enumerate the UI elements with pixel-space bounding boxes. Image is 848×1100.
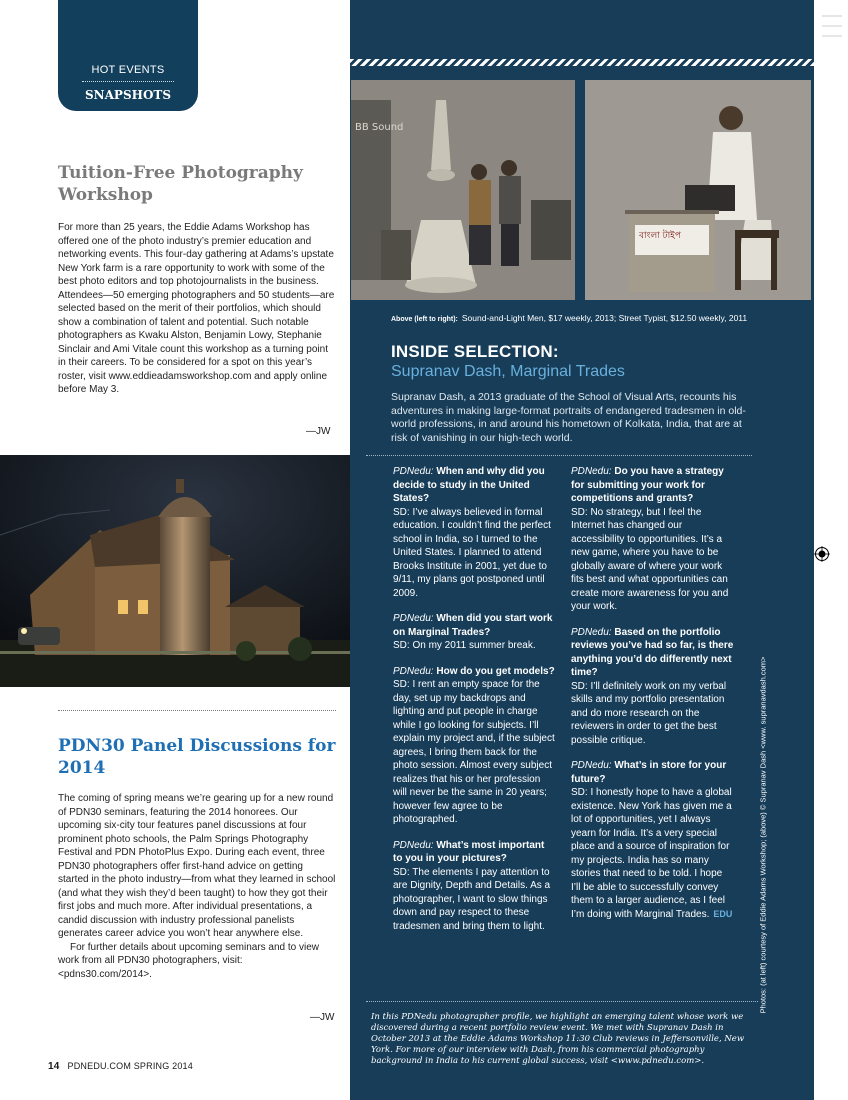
qa-column-right bbox=[571, 465, 734, 933]
inside-subheading: Supranav Dash, Marginal Trades bbox=[391, 363, 625, 380]
decorative-stripe bbox=[350, 59, 814, 66]
qa-item bbox=[393, 839, 556, 934]
qa-answer: SD: No strategy, but I feel the Internet has changed our accessibility to opportunities. It’s a new game, where you have to be globally aware of where your work fits best and what opportunities can create more awareness for you and your work. bbox=[571, 506, 729, 612]
qa-prefix: PDNedu: bbox=[393, 466, 434, 477]
photo-credit-text: Photos: (at left) courtesy of Eddie Adams Workshop; (above) © Supranav Dash <www. supranavdash.com> bbox=[758, 656, 768, 1014]
article2-paragraph-2: For further details about upcoming seminars and to view work from all PDN30 photographers, visit: <pdns30.com/2014>. bbox=[58, 941, 320, 980]
article2-body bbox=[58, 792, 336, 981]
qa-prefix: PDNedu: bbox=[571, 760, 612, 771]
sound-sign: BB Sound bbox=[355, 122, 404, 133]
qa-answer: SD: I’ll definitely work on my verbal skills and my portfolio presentation and do more research on the reviewers in order to get the best possible critique. bbox=[571, 680, 727, 746]
inside-heading: INSIDE SELECTION: bbox=[391, 342, 559, 361]
bottom-note: In this PDNedu photographer profile, we highlight an emerging talent whose work we discovered during a recent portfolio review event. We met with Supranav Dash in October 2013 at the Eddie Adams Workshop 11:30 Club reviews in Jeffersonville, New York. For more of our interview with Dash, from his commercial photography background in India to his current global success, visit <www.pdnedu.com>. bbox=[371, 1012, 745, 1066]
bottom-divider bbox=[366, 1001, 758, 1002]
article1-signature: —JW bbox=[306, 426, 331, 437]
qa-item bbox=[571, 626, 734, 748]
photo-credit bbox=[756, 620, 770, 1050]
qa-column-left bbox=[393, 465, 556, 945]
qa-question: When did you start work on Marginal Trades? bbox=[393, 613, 553, 638]
qa-answer: SD: I honestly hope to have a global existence. New York has given me a lot of opportunities, yet I always yearn for India. It’s a very special place and a source of inspiration for my projects. India has so many stories that need to be told. I hope I’ll be able to successfully convey them to a larger audience, as I feel I’m doing with Marginal Trades. bbox=[571, 787, 732, 920]
qa-item bbox=[393, 465, 556, 600]
street-typist-photo bbox=[585, 80, 811, 300]
qa-prefix: PDNedu: bbox=[571, 466, 612, 477]
page-footer bbox=[48, 1061, 193, 1072]
qa-prefix: PDNedu: bbox=[393, 613, 434, 624]
photo-caption bbox=[391, 313, 747, 323]
article1-title: Tuition-Free Photography Workshop bbox=[58, 163, 303, 205]
qa-prefix: PDNedu: bbox=[393, 839, 434, 851]
qa-answer: SD: On my 2011 summer break. bbox=[393, 640, 536, 651]
qa-item bbox=[571, 465, 734, 614]
qa-question: Based on the portfolio reviews you’ve had so far, is there anything you’d do differently next time? bbox=[571, 626, 734, 678]
crop-marks-icon bbox=[822, 14, 842, 44]
article2-paragraph-1: The coming of spring means we’re gearing up for a new round of PDN30 seminars, featuring the 2014 honorees. Our upcoming six-city tour features panel discussions at four prominent photo schools, the Palm Springs Photography Festival and PDN PhotoPlus Expo. During each event, three PDN30 photographers offer first-hand advice on getting started in the photo industry—from what they learned in school (and what they wish they’d been taught) to how they got their first jobs and much more. After individual presentations, a candid discussion with industry professional panelists generates career advice you won’t hear anywhere else. bbox=[58, 793, 336, 939]
end-mark: EDU bbox=[713, 908, 733, 919]
footer-text: PDNEDU.COM SPRING 2014 bbox=[67, 1061, 193, 1071]
qa-answer: SD: I’ve always believed in formal education. I couldn’t find the perfect school in India, so I turned to the United States. I planned to attend Brooks Institute in 2001, yet due to 9/11, my plans got postponed until 2009. bbox=[393, 506, 551, 599]
page-number: 14 bbox=[48, 1061, 60, 1072]
section-tab bbox=[58, 0, 198, 111]
sound-light-men-photo bbox=[351, 80, 575, 300]
tab-section: SNAPSHOTS bbox=[84, 88, 172, 102]
qa-answer: SD: I rent an empty space for the day, set up my backdrops and lighting and put people in charge while I go looking for subjects. I’ll explain my project and, if the subject agrees, I bring them back for the photo session. Almost every subject realizes that his or her profession will never be the same in 20 years; however few agree to be photographed. bbox=[393, 679, 555, 825]
qa-item bbox=[571, 759, 734, 921]
qa-prefix: PDNedu: bbox=[393, 665, 434, 677]
qa-answer: SD: The elements I pay attention to are Dignity, Depth and Details. As a photographer, I want to slow things down and pay respect to these tradesmen and bring them to light. bbox=[393, 866, 551, 932]
tab-divider bbox=[82, 81, 174, 82]
inside-intro: Supranav Dash, a 2013 graduate of the School of Visual Arts, recounts his adventures in making large-format portraits of endangered tradesmen in old-world professions, in and around his hometown of Kolkata, India, that are at risk of vanishing in our high-tech world. bbox=[391, 391, 746, 444]
registration-mark-icon bbox=[814, 546, 830, 562]
caption-text: Sound-and-Light Men, $17 weekly, 2013; Street Typist, $12.50 weekly, 2011 bbox=[461, 313, 748, 323]
qa-item bbox=[393, 665, 556, 827]
caption-lead: Above (left to right): bbox=[391, 316, 458, 323]
qa-question: When and why did you decide to study in the United States? bbox=[393, 466, 545, 504]
typist-sign: বাংলা টাইপ bbox=[639, 231, 681, 241]
article2-title: PDN30 Panel Discussions for 2014 bbox=[58, 736, 336, 778]
qa-question: What’s in store for your future? bbox=[571, 760, 727, 785]
barn-photo bbox=[0, 455, 350, 687]
tab-category: HOT EVENTS bbox=[91, 64, 165, 76]
qa-question: What’s most important to you in your pictures? bbox=[393, 839, 545, 864]
qa-item bbox=[393, 612, 556, 653]
article2-divider bbox=[58, 710, 336, 711]
qa-question: Do you have a strategy for submitting your work for competitions and grants? bbox=[571, 466, 724, 504]
article2-signature: —JW bbox=[310, 1012, 335, 1023]
article1-body: For more than 25 years, the Eddie Adams Workshop has offered one of the photo industry’s premier education and networking events. This four-day gathering at Adams’s upstate New York farm is a rare opportunity to work with some of the best photo editors and top photojournalists in the business. Attendees—50 emerging photographers and 50 students—are selected based on the merit of their portfolios, which should show a combination of talent and potential. Such notable photographers as Kwaku Alston, Benjamin Lowy, Stephanie Sinclair and Ami Vitale count this workshop as a turning point in their careers. To be considered for a spot on this year’s roster, visit www.eddieadamsworkshop.com and apply online before May 3. bbox=[58, 222, 335, 395]
qa-prefix: PDNedu: bbox=[571, 626, 612, 638]
qa-question: How do you get models? bbox=[436, 665, 555, 677]
inside-divider bbox=[366, 455, 752, 456]
